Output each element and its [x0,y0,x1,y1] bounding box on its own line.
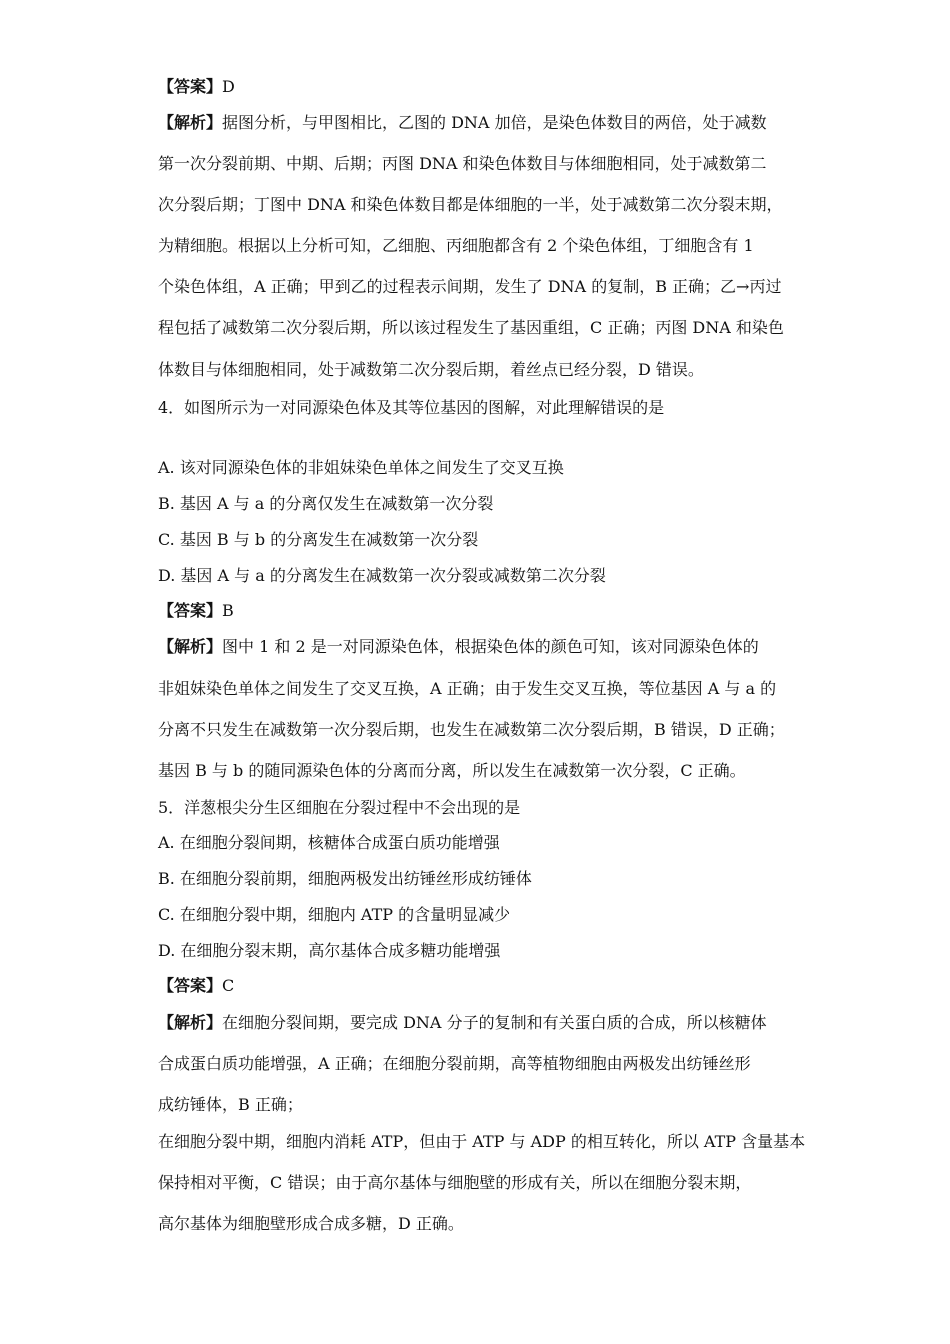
text-line: 程包括了减数第二次分裂后期，所以该过程发生了基因重组，C 正确；丙图 DNA 和染色 [158,318,784,337]
question-4-stem: 4．如图所示为一对同源染色体及其等位基因的图解，对此理解错误的是 [158,398,665,417]
answer-label: 【答案】 [158,601,223,620]
analysis-text: 据图分析，与甲图相比，乙图的 DNA 加倍，是染色体数目的两倍，处于减数 [222,113,767,132]
option-d: D. 基因 A 与 a 的分离发生在减数第一次分裂或减数第二次分裂 [158,566,606,585]
text-line: 保持相对平衡，C 错误；由于高尔基体与细胞壁的形成有关，所以在细胞分裂末期， [158,1173,752,1192]
text-line: 为精细胞。根据以上分析可知，乙细胞、丙细胞都含有 2 个染色体组，丁细胞含有 1 [158,236,754,255]
text-line: 个染色体组，A 正确；甲到乙的过程表示间期，发生了 DNA 的复制，B 正确；乙→丙过 [158,277,782,296]
analysis-text: 图中 1 和 2 是一对同源染色体，根据染色体的颜色可知，该对同源染色体的 [222,637,759,656]
text-line: 分离不只发生在减数第一次分裂后期，也发生在减数第二次分裂后期，B 错误，D 正确； [158,720,785,739]
option-d: D. 在细胞分裂末期，高尔基体合成多糖功能增强 [158,941,501,960]
text-line: 基因 B 与 b 的随同源染色体的分离而分离，所以发生在减数第一次分裂，C 正确。 [158,761,746,780]
answer-label: 【答案】 [158,77,223,96]
answer-value: B [222,601,234,620]
analysis-line [158,112,808,134]
question-5-stem: 5．洋葱根尖分生区细胞在分裂过程中不会出现的是 [158,798,521,817]
answer-label: 【答案】 [158,976,223,995]
analysis-label: 【解析】 [158,637,223,656]
answer-line [158,76,808,98]
text-line: 在细胞分裂中期，细胞内消耗 ATP，但由于 ATP 与 ADP 的相互转化，所以 ATP 含量基本 [158,1132,806,1151]
answer-value: D [222,77,235,96]
text-line: 高尔基体为细胞壁形成合成多糖，D 正确。 [158,1214,464,1233]
analysis-label: 【解析】 [158,1013,223,1032]
analysis-label: 【解析】 [158,113,223,132]
text-line: 合成蛋白质功能增强，A 正确；在细胞分裂前期，高等植物细胞由两极发出纺锤丝形 [158,1054,751,1073]
option-b: B. 在细胞分裂前期，细胞两极发出纺锤丝形成纺锤体 [158,869,532,888]
option-a: A. 在细胞分裂间期，核糖体合成蛋白质功能增强 [158,833,500,852]
text-line: 体数目与体细胞相同，处于减数第二次分裂后期，着丝点已经分裂，D 错误。 [158,360,704,379]
text-line: 次分裂后期；丁图中 DNA 和染色体数目都是体细胞的一半，处于减数第二次分裂末期， [158,195,783,214]
text-line: 成纺锤体，B 正确； [158,1095,303,1114]
option-b: B. 基因 A 与 a 的分离仅发生在减数第一次分裂 [158,494,494,513]
option-c: C. 在细胞分裂中期，细胞内 ATP 的含量明显减少 [158,905,511,924]
text-line: 非姐妹染色单体之间发生了交叉互换，A 正确；由于发生交叉互换，等位基因 A 与 a 的 [158,679,777,698]
option-a: A. 该对同源染色体的非姐妹染色单体之间发生了交叉互换 [158,458,564,477]
answer-value: C [222,976,235,995]
answer-line [158,975,808,997]
analysis-text: 在细胞分裂间期，要完成 DNA 分子的复制和有关蛋白质的合成，所以核糖体 [222,1013,767,1032]
answer-line [158,600,808,622]
option-c: C. 基因 B 与 b 的分离发生在减数第一次分裂 [158,530,479,549]
text-line: 第一次分裂前期、中期、后期；丙图 DNA 和染色体数目与体细胞相同，处于减数第二 [158,154,767,173]
analysis-line [158,636,808,658]
analysis-line [158,1012,808,1034]
